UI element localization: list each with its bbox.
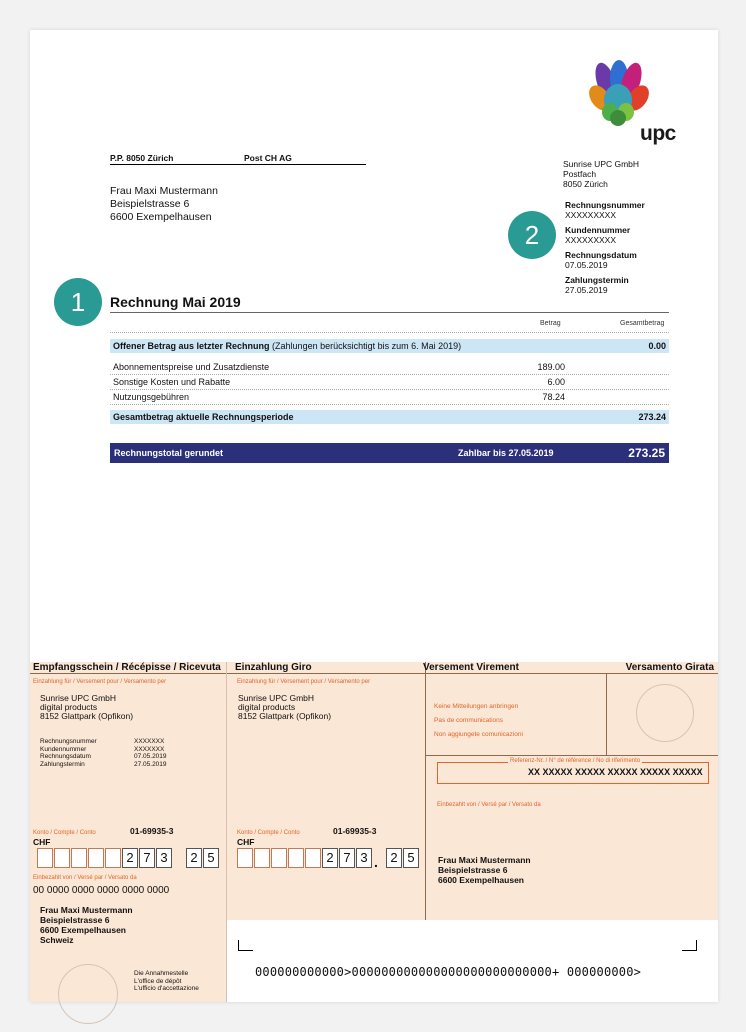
payer-name: Frau Maxi Mustermann bbox=[40, 905, 133, 915]
table-row bbox=[110, 375, 669, 390]
line-label: Sonstige Kosten und Rabatte bbox=[113, 377, 231, 387]
meta-value: 07.05.2019 bbox=[134, 753, 167, 760]
decimal-point: . bbox=[374, 854, 378, 870]
invoice-number: XXXXXXXXX bbox=[565, 210, 617, 220]
scan-corner-left bbox=[238, 940, 253, 951]
scan-corner-right bbox=[682, 940, 697, 951]
line-amount: 189.00 bbox=[537, 362, 565, 372]
sender-address bbox=[563, 159, 639, 189]
account-number: 01-69935-3 bbox=[130, 826, 174, 836]
giro-payee-label: Einzahlung für / Versement pour / Versamento per bbox=[237, 679, 371, 685]
sender-company: Sunrise UPC GmbH bbox=[563, 159, 640, 169]
cents-digit: 2 bbox=[386, 848, 402, 868]
payer-street: Beispielstrasse 6 bbox=[40, 915, 110, 925]
amount-box bbox=[71, 848, 87, 868]
acceptance-fr: L'office de dépôt bbox=[134, 977, 182, 985]
giro-account-number: 01-69935-3 bbox=[333, 826, 377, 836]
upc-wordmark: upc bbox=[640, 122, 676, 145]
meta-label: Zahlungstermin bbox=[40, 760, 85, 768]
meta-value: XXXXXXX bbox=[134, 738, 165, 745]
customer-number-label: Kundennummer bbox=[565, 225, 631, 235]
payer-city: 6600 Exempelhausen bbox=[438, 875, 524, 885]
invoice-meta bbox=[565, 200, 645, 300]
amount-digit: 7 bbox=[339, 848, 355, 868]
receipt-meta-values bbox=[134, 738, 167, 768]
no-messages-it: Non aggiungete comunicazioni bbox=[434, 731, 523, 738]
meta-label: Rechnungsnummer bbox=[40, 738, 97, 745]
payer-block-right bbox=[438, 855, 531, 885]
virement-header: Versement Virement bbox=[423, 662, 519, 673]
payee-city: 8152 Glattpark (Opfikon) bbox=[40, 711, 134, 721]
giro-payee-block bbox=[238, 694, 331, 721]
payee-unit: digital products bbox=[238, 702, 296, 712]
sender-postbox: Postfach bbox=[563, 169, 597, 179]
line-amount: 78.24 bbox=[542, 392, 565, 402]
acceptance-stamp-circle bbox=[58, 964, 118, 1024]
payable-until: Zahlbar bis 27.05.2019 bbox=[458, 448, 554, 458]
amount-box bbox=[288, 848, 304, 868]
upc-logo-icon bbox=[586, 60, 650, 128]
due-date-label: Zahlungstermin bbox=[565, 275, 629, 285]
payer-name: Frau Maxi Mustermann bbox=[438, 855, 531, 865]
stamp-divider bbox=[606, 673, 607, 755]
codeline-area bbox=[226, 920, 718, 1002]
no-messages-fr: Pas de communications bbox=[434, 717, 504, 724]
payer-city: 6600 Exempelhausen bbox=[40, 925, 126, 935]
invoice-date: 07.05.2019 bbox=[565, 260, 608, 270]
meta-label: Kundennummer bbox=[40, 745, 87, 753]
currency: CHF bbox=[33, 837, 51, 847]
period-total-row bbox=[110, 410, 669, 424]
meta-label: Rechnungsdatum bbox=[40, 753, 91, 760]
post-text: Post CH AG bbox=[244, 153, 292, 163]
receipt-header: Empfangsschein / Récépisse / Ricevuta bbox=[33, 662, 221, 673]
invoice-page bbox=[30, 30, 718, 1002]
amount-box bbox=[54, 848, 70, 868]
giro-header: Einzahlung Giro bbox=[235, 662, 312, 673]
giro-currency: CHF bbox=[237, 837, 255, 847]
acceptance-office bbox=[134, 970, 199, 993]
ocr-codeline: 000000000000>000000000000000000000000000+ 000000000> bbox=[255, 965, 642, 979]
postal-line bbox=[110, 153, 366, 165]
payment-slip bbox=[30, 662, 718, 1002]
line-label: Nutzungsgebühren bbox=[113, 392, 190, 402]
payee-name: Sunrise UPC GmbH bbox=[40, 693, 117, 703]
amount-box bbox=[88, 848, 104, 868]
account-label: Konto / Compte / Conto bbox=[33, 830, 96, 836]
line-amount: 6.00 bbox=[547, 377, 565, 387]
amount-digit: 2 bbox=[322, 848, 338, 868]
ref-divider bbox=[425, 755, 718, 756]
girata-header: Versamento Girata bbox=[625, 662, 714, 673]
amount-box bbox=[105, 848, 121, 868]
open-amount-label bbox=[113, 339, 461, 353]
payer-street: Beispielstrasse 6 bbox=[438, 865, 508, 875]
meta-value: 27.05.2019 bbox=[134, 760, 167, 768]
grand-total-label: Rechnungstotal gerundet bbox=[114, 448, 224, 458]
amount-digit: 2 bbox=[122, 848, 138, 868]
reference-short: 00 0000 0000 0000 0000 0000 bbox=[33, 885, 170, 896]
receipt-meta-labels bbox=[40, 738, 97, 768]
customer-number: XXXXXXXXX bbox=[565, 235, 617, 245]
reference-number: XX XXXXX XXXXX XXXXX XXXXX XXXXX bbox=[528, 767, 703, 777]
grand-total-bar bbox=[110, 443, 669, 463]
receipt-divider-low bbox=[226, 920, 227, 1002]
amount-box bbox=[271, 848, 287, 868]
paid-by-label: Einbezahlt von / Versé par / Versato da bbox=[33, 875, 137, 881]
pp-text: P.P. 8050 Zürich bbox=[110, 153, 174, 163]
payer-block bbox=[40, 905, 133, 945]
grand-total-value: 273.25 bbox=[628, 446, 665, 460]
paid-by-label-right: Einbezahlt von / Versé par / Versato da bbox=[437, 802, 541, 808]
amount-digit: 3 bbox=[356, 848, 372, 868]
open-amount-value: 0.00 bbox=[648, 341, 666, 351]
amount-digit: 3 bbox=[156, 848, 172, 868]
line-label: Abonnementspreise und Zusatzdienste bbox=[113, 362, 270, 372]
due-date: 27.05.2019 bbox=[565, 285, 608, 295]
payee-block bbox=[40, 694, 133, 721]
no-messages-notice bbox=[434, 700, 523, 742]
table-row bbox=[110, 360, 669, 375]
recipient-address bbox=[110, 185, 218, 224]
payee-name: Sunrise UPC GmbH bbox=[238, 693, 315, 703]
period-total-value: 273.24 bbox=[638, 412, 666, 422]
acceptance-de: Die Annahmestelle bbox=[134, 970, 189, 977]
open-amount-row bbox=[110, 339, 669, 353]
payee-city: 8152 Glattpark (Opfikon) bbox=[238, 711, 332, 721]
period-total-label: Gesamtbetrag aktuelle Rechnungsperiode bbox=[113, 412, 294, 422]
invoice-title: Rechnung Mai 2019 bbox=[110, 294, 669, 313]
col-amount-header: Betrag bbox=[540, 320, 561, 327]
cents-digit: 2 bbox=[186, 848, 202, 868]
receipt-divider bbox=[226, 662, 227, 920]
payee-label: Einzahlung für / Versement pour / Versamento per bbox=[33, 679, 167, 685]
amount-box bbox=[37, 848, 53, 868]
payee-unit: digital products bbox=[40, 702, 98, 712]
col-total-header: Gesamtbetrag bbox=[620, 320, 665, 327]
amount-digit: 7 bbox=[139, 848, 155, 868]
cents-digit: 5 bbox=[203, 848, 219, 868]
marker-1: 1 bbox=[54, 278, 102, 326]
amount-box bbox=[305, 848, 321, 868]
invoice-number-label: Rechnungsnummer bbox=[565, 200, 645, 210]
giro-divider bbox=[425, 662, 426, 920]
open-label-text: Offener Betrag aus letzter Rechnung bbox=[113, 341, 270, 351]
payer-country: Schweiz bbox=[40, 935, 74, 945]
open-amount-note: (Zahlungen berücksichtigt bis zum 6. Mai 2019) bbox=[272, 341, 462, 351]
recipient-name: Frau Maxi Mustermann bbox=[110, 185, 218, 197]
amount-box bbox=[254, 848, 270, 868]
table-row bbox=[110, 390, 669, 405]
acceptance-it: L'ufficio d'accettazione bbox=[134, 985, 199, 992]
recipient-street: Beispielstrasse 6 bbox=[110, 198, 190, 210]
recipient-city: 6600 Exempelhausen bbox=[110, 211, 212, 223]
header-divider bbox=[110, 332, 669, 333]
cents-digit: 5 bbox=[403, 848, 419, 868]
marker-2: 2 bbox=[508, 211, 556, 259]
invoice-date-label: Rechnungsdatum bbox=[565, 250, 637, 260]
reference-label: Referenz-Nr. / N° de référence / No di riferimento bbox=[510, 758, 641, 764]
meta-value: XXXXXXX bbox=[134, 745, 165, 753]
no-messages-de: Keine Mitteilungen anbringen bbox=[434, 703, 519, 710]
giro-account-label: Konto / Compte / Conto bbox=[237, 830, 300, 836]
stamp-circle bbox=[636, 684, 694, 742]
amount-box bbox=[237, 848, 253, 868]
sender-city: 8050 Zürich bbox=[563, 179, 608, 189]
